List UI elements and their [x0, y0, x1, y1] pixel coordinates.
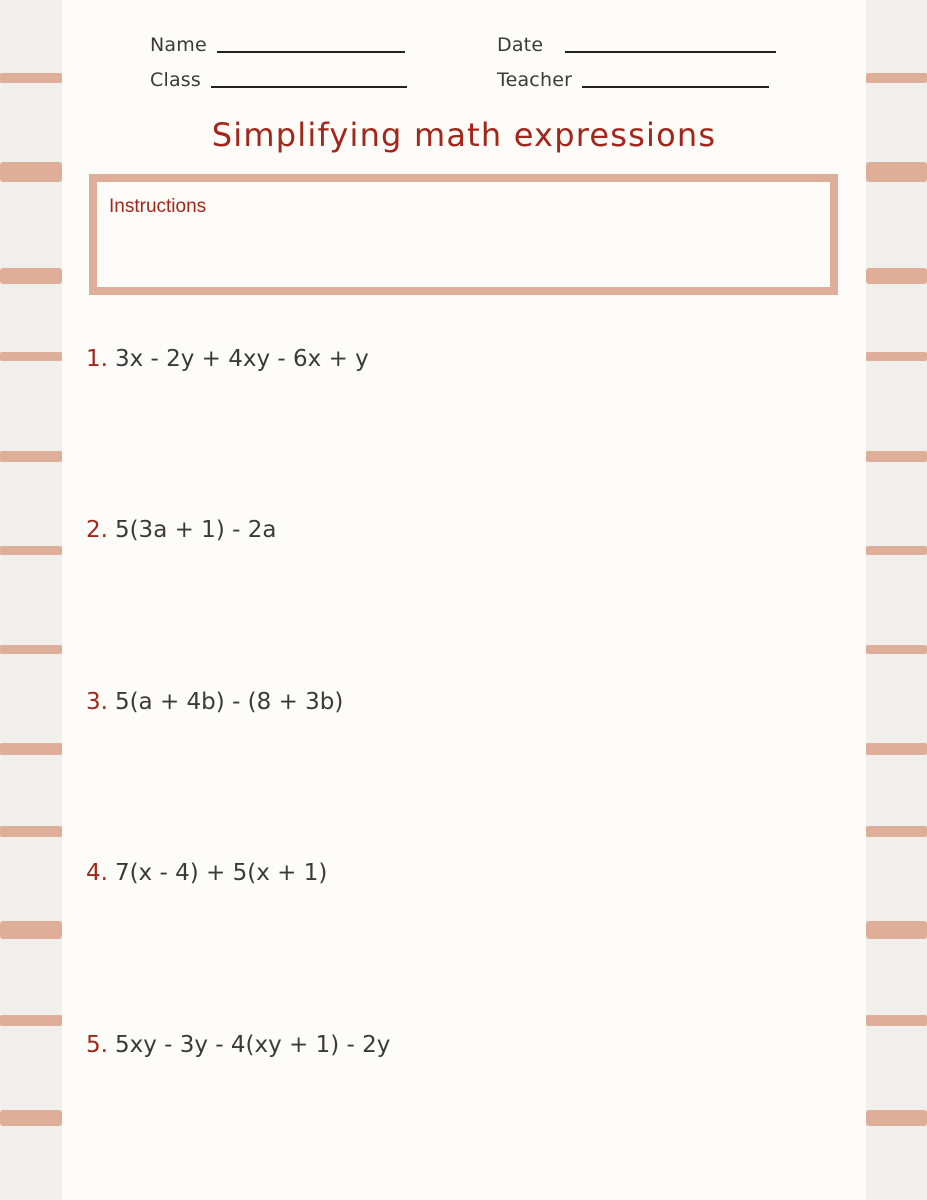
date-line[interactable] — [565, 51, 776, 53]
problem-number: 5. — [86, 1032, 108, 1058]
problem-1 — [86, 346, 369, 372]
problem-number: 1. — [86, 346, 108, 372]
teacher-label: Teacher — [497, 69, 573, 91]
problem-expression: 3x - 2y + 4xy - 6x + y — [114, 346, 369, 372]
name-field[interactable] — [150, 34, 405, 56]
teacher-field[interactable] — [497, 69, 769, 91]
problem-expression: 5xy - 3y - 4(xy + 1) - 2y — [114, 1032, 391, 1058]
problem-5 — [86, 1032, 390, 1058]
date-field[interactable] — [497, 34, 776, 56]
problem-expression: 5(a + 4b) - (8 + 3b) — [114, 689, 344, 715]
problem-4 — [86, 860, 327, 886]
date-label: Date — [497, 34, 544, 56]
problem-number: 3. — [86, 689, 108, 715]
page-title: Simplifying math expressions — [211, 116, 717, 154]
name-label: Name — [150, 34, 207, 56]
class-line[interactable] — [211, 86, 407, 88]
problem-number: 4. — [86, 860, 108, 886]
problem-3 — [86, 689, 343, 715]
problem-number: 2. — [86, 517, 108, 543]
name-line[interactable] — [217, 51, 405, 53]
instructions-box — [89, 174, 838, 295]
problem-expression: 7(x - 4) + 5(x + 1) — [114, 860, 328, 886]
class-label: Class — [150, 69, 201, 91]
problem-expression: 5(3a + 1) - 2a — [114, 517, 277, 543]
worksheet-page — [62, 0, 866, 1200]
problem-2 — [86, 517, 276, 543]
teacher-line[interactable] — [582, 86, 769, 88]
instructions-label: Instructions — [109, 196, 207, 217]
class-field[interactable] — [150, 69, 407, 91]
